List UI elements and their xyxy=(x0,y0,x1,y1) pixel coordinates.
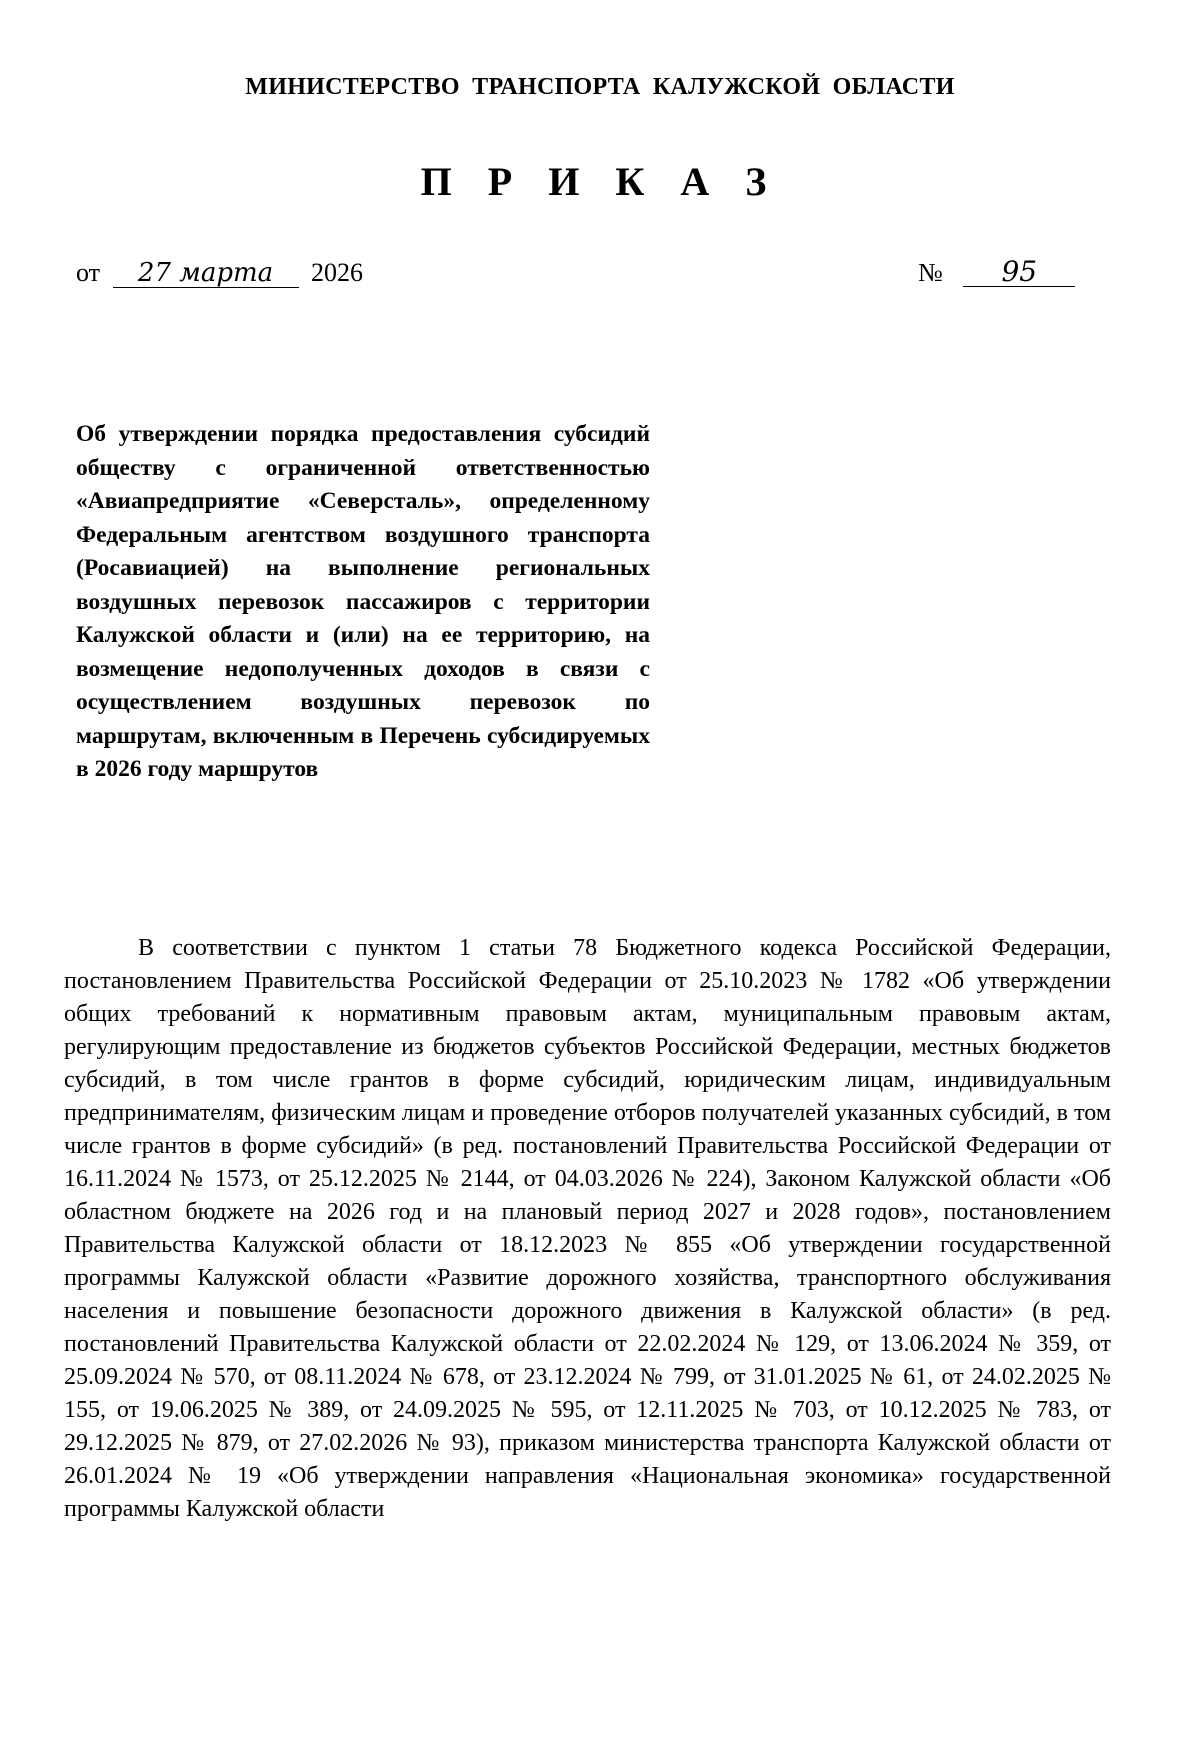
document-type-title: П Р И К А З xyxy=(420,159,780,204)
handwritten-number: 95 xyxy=(963,258,1075,287)
order-subject: Об утверждении порядка предоставления субсидий обществу с ограниченной ответственностью «Авиапредприятие «Северсталь», определенному Федеральным агентством воздушного транспорта (Росавиацией) на выполнение региональных воздушных перевозок пассажиров с территории Калужской области и (или) на ее территорию, на возмещение недополученных доходов в связи с осуществлением воздушных перевозок по маршрутам, включенным в Перечень субсидируемых в 2026 году маршрутов xyxy=(76,421,650,782)
order-date-line xyxy=(76,258,363,288)
handwritten-date: 27 марта xyxy=(113,259,299,288)
date-year: 2026 xyxy=(311,258,364,287)
ministry-header: МИНИСТЕРСТВО ТРАНСПОРТА КАЛУЖСКОЙ ОБЛАСТИ xyxy=(245,74,955,100)
body-paragraph: В соответствии с пунктом 1 статьи 78 Бюджетного кодекса Российской Федерации, постановлением Правительства Российской Федерации от 25.10.2023 № 1782 «Об утверждении общих требований к нормативным правовым актам, муниципальным правовым актам, регулирующим предоставление из бюджетов субъектов Российской Федерации, местных бюджетов субсидий, в том числе грантов в форме субсидий, юридическим лицам, индивидуальным предпринимателям, физическим лицам и проведение отборов получателей указанных субсидий, в том числе грантов в форме субсидий» (в ред. постановлений Правительства Российской Федерации от 16.11.2024 № 1573, от 25.12.2025 № 2144, от 04.03.2026 № 224), Законом Калужской области «Об областном бюджете на 2026 год и на плановый период 2027 и 2028 годов», постановлением Правительства Калужской области от 18.12.2023 № 855 «Об утверждении государственной программы Калужской области «Развитие дорожного хозяйства, транспортного обслуживания населения и повышение безопасности дорожного движения в Калужской области» (в ред. постановлений Правительства Калужской области от 22.02.2024 № 129, от 13.06.2024 № 359, от 25.09.2024 № 570, от 08.11.2024 № 678, от 23.12.2024 № 799, от 31.01.2025 № 61, от 24.02.2025 № 155, от 19.06.2025 № 389, от 24.09.2025 № 595, от 12.11.2025 № 703, от 10.12.2025 № 783, от 29.12.2025 № 879, от 27.02.2026 № 93), приказом министерства транспорта Калужской области от 26.01.2024 № 19 «Об утверждении направления «Национальная экономика» государственной программы Калужской области xyxy=(64,935,1111,1522)
number-label: № xyxy=(918,258,943,287)
order-number-line xyxy=(918,255,1075,288)
date-prefix: от xyxy=(76,258,101,287)
